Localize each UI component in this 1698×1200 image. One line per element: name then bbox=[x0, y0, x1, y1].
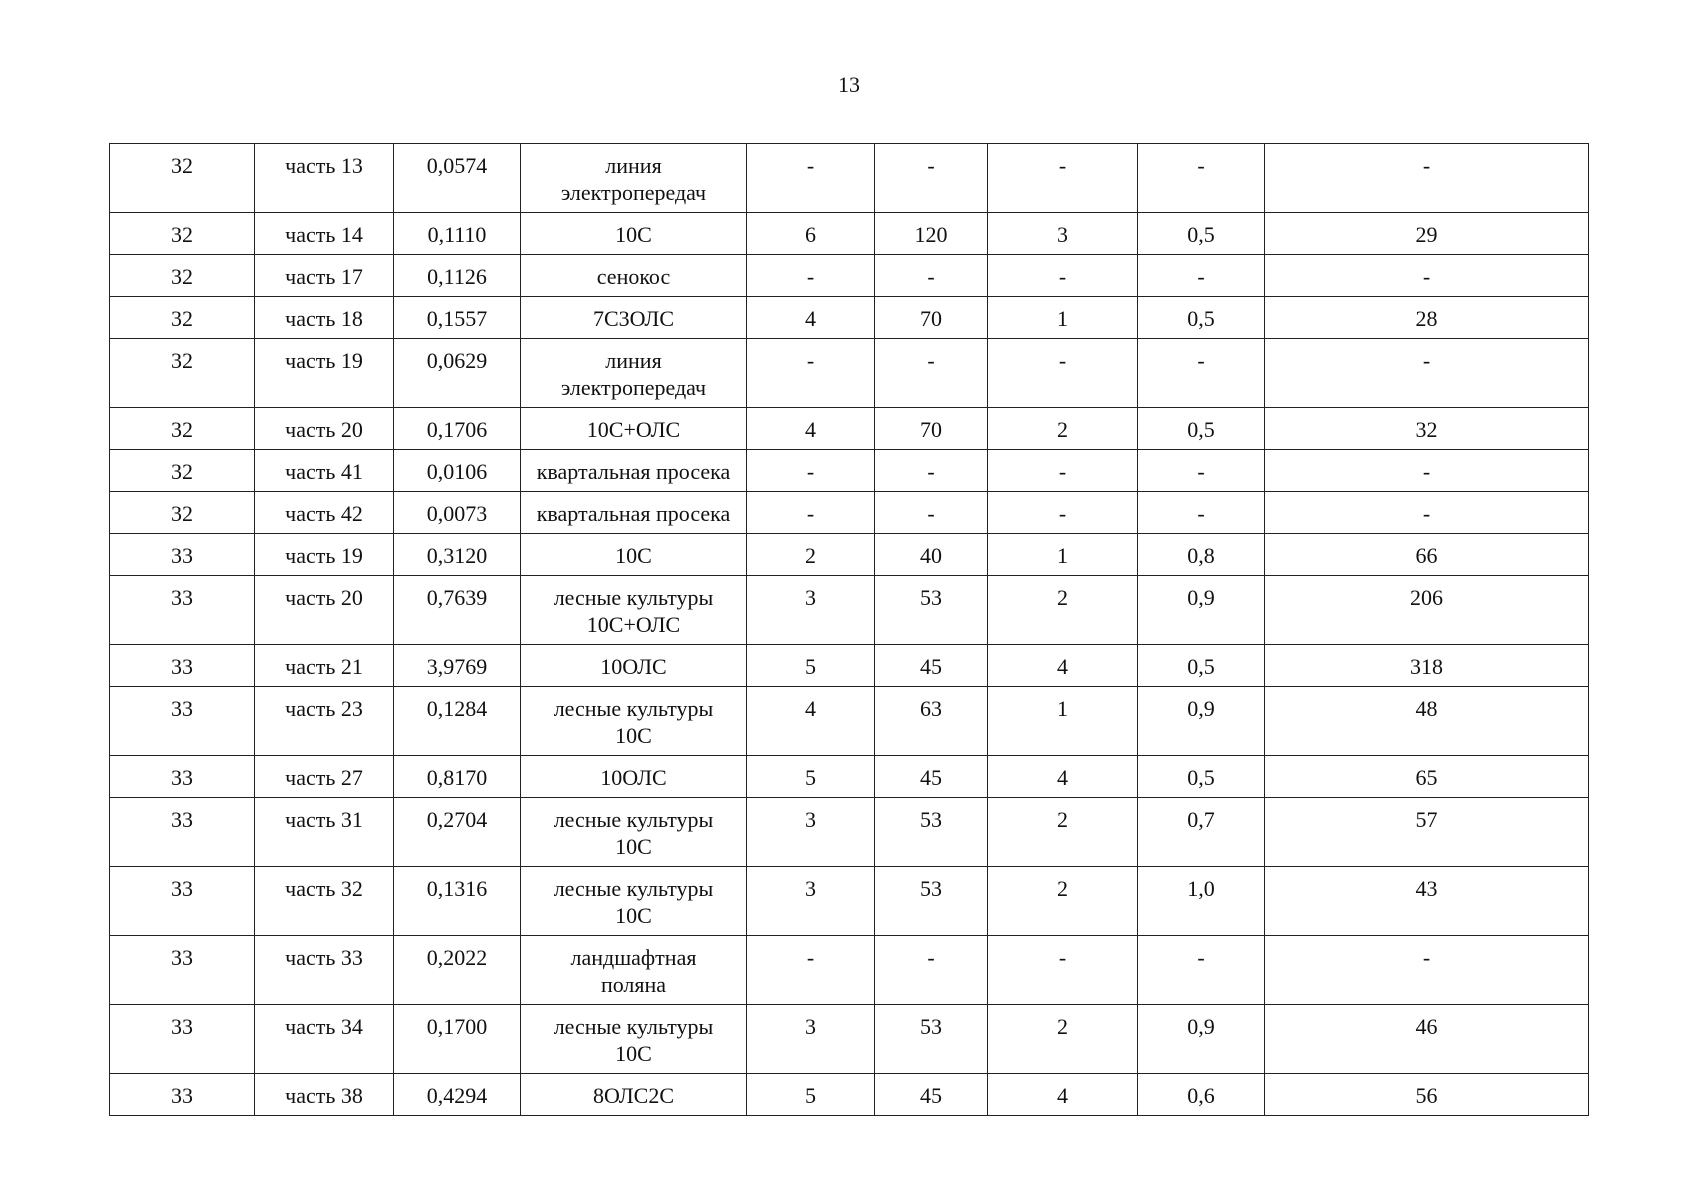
col6-cell: 53 bbox=[875, 1005, 988, 1074]
part-cell: часть 19 bbox=[255, 339, 394, 408]
col5-cell: 5 bbox=[747, 1074, 875, 1116]
area-cell: 0,1706 bbox=[394, 408, 521, 450]
col5-cell: 3 bbox=[747, 576, 875, 645]
table-row bbox=[110, 687, 1589, 756]
col8-cell: - bbox=[1138, 936, 1265, 1005]
table-row bbox=[110, 576, 1589, 645]
col5-cell: 2 bbox=[747, 534, 875, 576]
quarter-cell: 32 bbox=[110, 450, 255, 492]
description-line: электропередач bbox=[560, 375, 707, 400]
description-line: 10С bbox=[615, 903, 652, 928]
description-cell bbox=[521, 408, 747, 450]
col5-cell: 4 bbox=[747, 408, 875, 450]
description-line: 10С+ОЛС bbox=[586, 612, 681, 637]
table-row bbox=[110, 867, 1589, 936]
col5-cell: - bbox=[747, 339, 875, 408]
description-cell bbox=[521, 339, 747, 408]
col9-cell: 318 bbox=[1265, 645, 1589, 687]
part-cell: часть 38 bbox=[255, 1074, 394, 1116]
table-row bbox=[110, 936, 1589, 1005]
col9-cell: - bbox=[1265, 450, 1589, 492]
part-cell: часть 23 bbox=[255, 687, 394, 756]
col6-cell: 120 bbox=[875, 213, 988, 255]
col5-cell: 3 bbox=[747, 867, 875, 936]
col6-cell: - bbox=[875, 255, 988, 297]
quarter-cell: 33 bbox=[110, 798, 255, 867]
col8-cell: 0,5 bbox=[1138, 297, 1265, 339]
area-cell: 0,0073 bbox=[394, 492, 521, 534]
col9-cell: - bbox=[1265, 492, 1589, 534]
area-cell: 0,1316 bbox=[394, 867, 521, 936]
quarter-cell: 32 bbox=[110, 144, 255, 213]
col8-cell: 0,5 bbox=[1138, 645, 1265, 687]
part-cell: часть 17 bbox=[255, 255, 394, 297]
quarter-cell: 33 bbox=[110, 687, 255, 756]
table-row bbox=[110, 144, 1589, 213]
area-cell: 0,1126 bbox=[394, 255, 521, 297]
description-cell bbox=[521, 576, 747, 645]
col7-cell: - bbox=[988, 936, 1138, 1005]
col7-cell: 4 bbox=[988, 645, 1138, 687]
part-cell: часть 33 bbox=[255, 936, 394, 1005]
area-cell: 3,9769 bbox=[394, 645, 521, 687]
quarter-cell: 32 bbox=[110, 255, 255, 297]
quarter-cell: 32 bbox=[110, 297, 255, 339]
part-cell: часть 13 bbox=[255, 144, 394, 213]
description-cell bbox=[521, 798, 747, 867]
quarter-cell: 33 bbox=[110, 867, 255, 936]
col7-cell: 2 bbox=[988, 1005, 1138, 1074]
description-line: 10С bbox=[615, 723, 652, 748]
description-line: 7С3ОЛС bbox=[592, 306, 675, 331]
col8-cell: 0,6 bbox=[1138, 1074, 1265, 1116]
col9-cell: 29 bbox=[1265, 213, 1589, 255]
description-cell bbox=[521, 687, 747, 756]
col5-cell: 4 bbox=[747, 297, 875, 339]
col6-cell: - bbox=[875, 144, 988, 213]
page-number: 13 bbox=[838, 72, 860, 97]
col9-cell: 65 bbox=[1265, 756, 1589, 798]
description-line: линия bbox=[605, 153, 662, 178]
table-row bbox=[110, 450, 1589, 492]
col6-cell: - bbox=[875, 936, 988, 1005]
col9-cell: 57 bbox=[1265, 798, 1589, 867]
quarter-cell: 33 bbox=[110, 1074, 255, 1116]
col7-cell: 4 bbox=[988, 756, 1138, 798]
col9-cell: 46 bbox=[1265, 1005, 1589, 1074]
col8-cell: 0,9 bbox=[1138, 576, 1265, 645]
description-line: 10С bbox=[615, 543, 652, 568]
col9-cell: 66 bbox=[1265, 534, 1589, 576]
col8-cell: 0,7 bbox=[1138, 798, 1265, 867]
col7-cell: 1 bbox=[988, 687, 1138, 756]
col6-cell: - bbox=[875, 450, 988, 492]
col9-cell: 28 bbox=[1265, 297, 1589, 339]
quarter-cell: 33 bbox=[110, 576, 255, 645]
col8-cell: 0,9 bbox=[1138, 1005, 1265, 1074]
col7-cell: 2 bbox=[988, 867, 1138, 936]
table-row bbox=[110, 534, 1589, 576]
description-line: 10ОЛС bbox=[600, 654, 667, 679]
table-row bbox=[110, 213, 1589, 255]
quarter-cell: 32 bbox=[110, 339, 255, 408]
description-line: лесные культуры bbox=[553, 585, 714, 610]
quarter-cell: 33 bbox=[110, 534, 255, 576]
description-cell bbox=[521, 450, 747, 492]
col8-cell: - bbox=[1138, 144, 1265, 213]
col9-cell: 43 bbox=[1265, 867, 1589, 936]
col7-cell: 2 bbox=[988, 576, 1138, 645]
col6-cell: 53 bbox=[875, 576, 988, 645]
description-line: лесные культуры bbox=[553, 876, 714, 901]
area-cell: 0,8170 bbox=[394, 756, 521, 798]
area-cell: 0,3120 bbox=[394, 534, 521, 576]
table-row bbox=[110, 798, 1589, 867]
area-cell: 0,0629 bbox=[394, 339, 521, 408]
description-line: линия bbox=[605, 348, 662, 373]
description-cell bbox=[521, 492, 747, 534]
col9-cell: 48 bbox=[1265, 687, 1589, 756]
area-cell: 0,1557 bbox=[394, 297, 521, 339]
col6-cell: - bbox=[875, 492, 988, 534]
description-line: поляна bbox=[600, 972, 667, 997]
col8-cell: - bbox=[1138, 492, 1265, 534]
description-line: ландшафтная bbox=[570, 945, 697, 970]
quarter-cell: 33 bbox=[110, 936, 255, 1005]
col8-cell: 1,0 bbox=[1138, 867, 1265, 936]
col5-cell: 3 bbox=[747, 1005, 875, 1074]
description-cell bbox=[521, 534, 747, 576]
description-line: квартальная просека bbox=[536, 501, 731, 526]
col7-cell: 1 bbox=[988, 297, 1138, 339]
col5-cell: 4 bbox=[747, 687, 875, 756]
col6-cell: 53 bbox=[875, 867, 988, 936]
col9-cell: 206 bbox=[1265, 576, 1589, 645]
col5-cell: 5 bbox=[747, 756, 875, 798]
part-cell: часть 42 bbox=[255, 492, 394, 534]
col7-cell: - bbox=[988, 492, 1138, 534]
area-cell: 0,1700 bbox=[394, 1005, 521, 1074]
col8-cell: 0,8 bbox=[1138, 534, 1265, 576]
table-row bbox=[110, 408, 1589, 450]
description-line: 10ОЛС bbox=[600, 765, 667, 790]
description-cell bbox=[521, 144, 747, 213]
col6-cell: 63 bbox=[875, 687, 988, 756]
col9-cell: - bbox=[1265, 339, 1589, 408]
col8-cell: 0,9 bbox=[1138, 687, 1265, 756]
part-cell: часть 41 bbox=[255, 450, 394, 492]
col7-cell: - bbox=[988, 144, 1138, 213]
col9-cell: - bbox=[1265, 936, 1589, 1005]
area-cell: 0,1110 bbox=[394, 213, 521, 255]
description-cell bbox=[521, 645, 747, 687]
table-row bbox=[110, 339, 1589, 408]
col8-cell: - bbox=[1138, 339, 1265, 408]
col5-cell: 6 bbox=[747, 213, 875, 255]
col5-cell: - bbox=[747, 144, 875, 213]
col5-cell: - bbox=[747, 936, 875, 1005]
description-line: лесные культуры bbox=[553, 1014, 714, 1039]
col9-cell: - bbox=[1265, 144, 1589, 213]
description-line: сенокос bbox=[596, 264, 671, 289]
description-line: 10С bbox=[615, 222, 652, 247]
col9-cell: 56 bbox=[1265, 1074, 1589, 1116]
col7-cell: 1 bbox=[988, 534, 1138, 576]
description-cell bbox=[521, 936, 747, 1005]
col8-cell: - bbox=[1138, 255, 1265, 297]
col5-cell: 3 bbox=[747, 798, 875, 867]
description-line: 10С+ОЛС bbox=[586, 417, 681, 442]
col6-cell: 40 bbox=[875, 534, 988, 576]
quarter-cell: 33 bbox=[110, 1005, 255, 1074]
col5-cell: - bbox=[747, 492, 875, 534]
area-cell: 0,7639 bbox=[394, 576, 521, 645]
table-body bbox=[110, 144, 1589, 1116]
table-row bbox=[110, 255, 1589, 297]
quarter-cell: 32 bbox=[110, 492, 255, 534]
col8-cell: 0,5 bbox=[1138, 213, 1265, 255]
col7-cell: 4 bbox=[988, 1074, 1138, 1116]
part-cell: часть 18 bbox=[255, 297, 394, 339]
part-cell: часть 27 bbox=[255, 756, 394, 798]
col7-cell: - bbox=[988, 255, 1138, 297]
col5-cell: - bbox=[747, 450, 875, 492]
description-cell bbox=[521, 213, 747, 255]
col9-cell: - bbox=[1265, 255, 1589, 297]
forest-plots-table bbox=[109, 143, 1589, 1116]
table-row bbox=[110, 1074, 1589, 1116]
col6-cell: 53 bbox=[875, 798, 988, 867]
col7-cell: 2 bbox=[988, 798, 1138, 867]
col6-cell: 45 bbox=[875, 1074, 988, 1116]
area-cell: 0,0106 bbox=[394, 450, 521, 492]
part-cell: часть 32 bbox=[255, 867, 394, 936]
col5-cell: 5 bbox=[747, 645, 875, 687]
area-cell: 0,2022 bbox=[394, 936, 521, 1005]
area-cell: 0,0574 bbox=[394, 144, 521, 213]
area-cell: 0,4294 bbox=[394, 1074, 521, 1116]
description-line: лесные культуры bbox=[553, 696, 714, 721]
col6-cell: - bbox=[875, 339, 988, 408]
table-row bbox=[110, 645, 1589, 687]
col8-cell: 0,5 bbox=[1138, 408, 1265, 450]
area-cell: 0,1284 bbox=[394, 687, 521, 756]
col8-cell: 0,5 bbox=[1138, 756, 1265, 798]
table-row bbox=[110, 1005, 1589, 1074]
quarter-cell: 32 bbox=[110, 408, 255, 450]
description-line: 10С bbox=[615, 1041, 652, 1066]
description-cell bbox=[521, 867, 747, 936]
col7-cell: - bbox=[988, 450, 1138, 492]
table-row bbox=[110, 492, 1589, 534]
part-cell: часть 21 bbox=[255, 645, 394, 687]
quarter-cell: 33 bbox=[110, 645, 255, 687]
col6-cell: 70 bbox=[875, 297, 988, 339]
part-cell: часть 14 bbox=[255, 213, 394, 255]
table-row bbox=[110, 297, 1589, 339]
col7-cell: 3 bbox=[988, 213, 1138, 255]
description-line: 8ОЛС2С bbox=[592, 1083, 675, 1108]
description-line: 10С bbox=[615, 834, 652, 859]
part-cell: часть 31 bbox=[255, 798, 394, 867]
part-cell: часть 20 bbox=[255, 408, 394, 450]
col8-cell: - bbox=[1138, 450, 1265, 492]
description-cell bbox=[521, 255, 747, 297]
description-line: квартальная просека bbox=[536, 459, 731, 484]
description-cell bbox=[521, 1074, 747, 1116]
part-cell: часть 19 bbox=[255, 534, 394, 576]
description-line: электропередач bbox=[560, 180, 707, 205]
part-cell: часть 34 bbox=[255, 1005, 394, 1074]
description-cell bbox=[521, 1005, 747, 1074]
description-cell bbox=[521, 756, 747, 798]
col5-cell: - bbox=[747, 255, 875, 297]
col9-cell: 32 bbox=[1265, 408, 1589, 450]
col6-cell: 45 bbox=[875, 756, 988, 798]
part-cell: часть 20 bbox=[255, 576, 394, 645]
col6-cell: 70 bbox=[875, 408, 988, 450]
table-row bbox=[110, 756, 1589, 798]
col7-cell: - bbox=[988, 339, 1138, 408]
description-line: лесные культуры bbox=[553, 807, 714, 832]
description-cell bbox=[521, 297, 747, 339]
col7-cell: 2 bbox=[988, 408, 1138, 450]
col6-cell: 45 bbox=[875, 645, 988, 687]
quarter-cell: 32 bbox=[110, 213, 255, 255]
quarter-cell: 33 bbox=[110, 756, 255, 798]
area-cell: 0,2704 bbox=[394, 798, 521, 867]
